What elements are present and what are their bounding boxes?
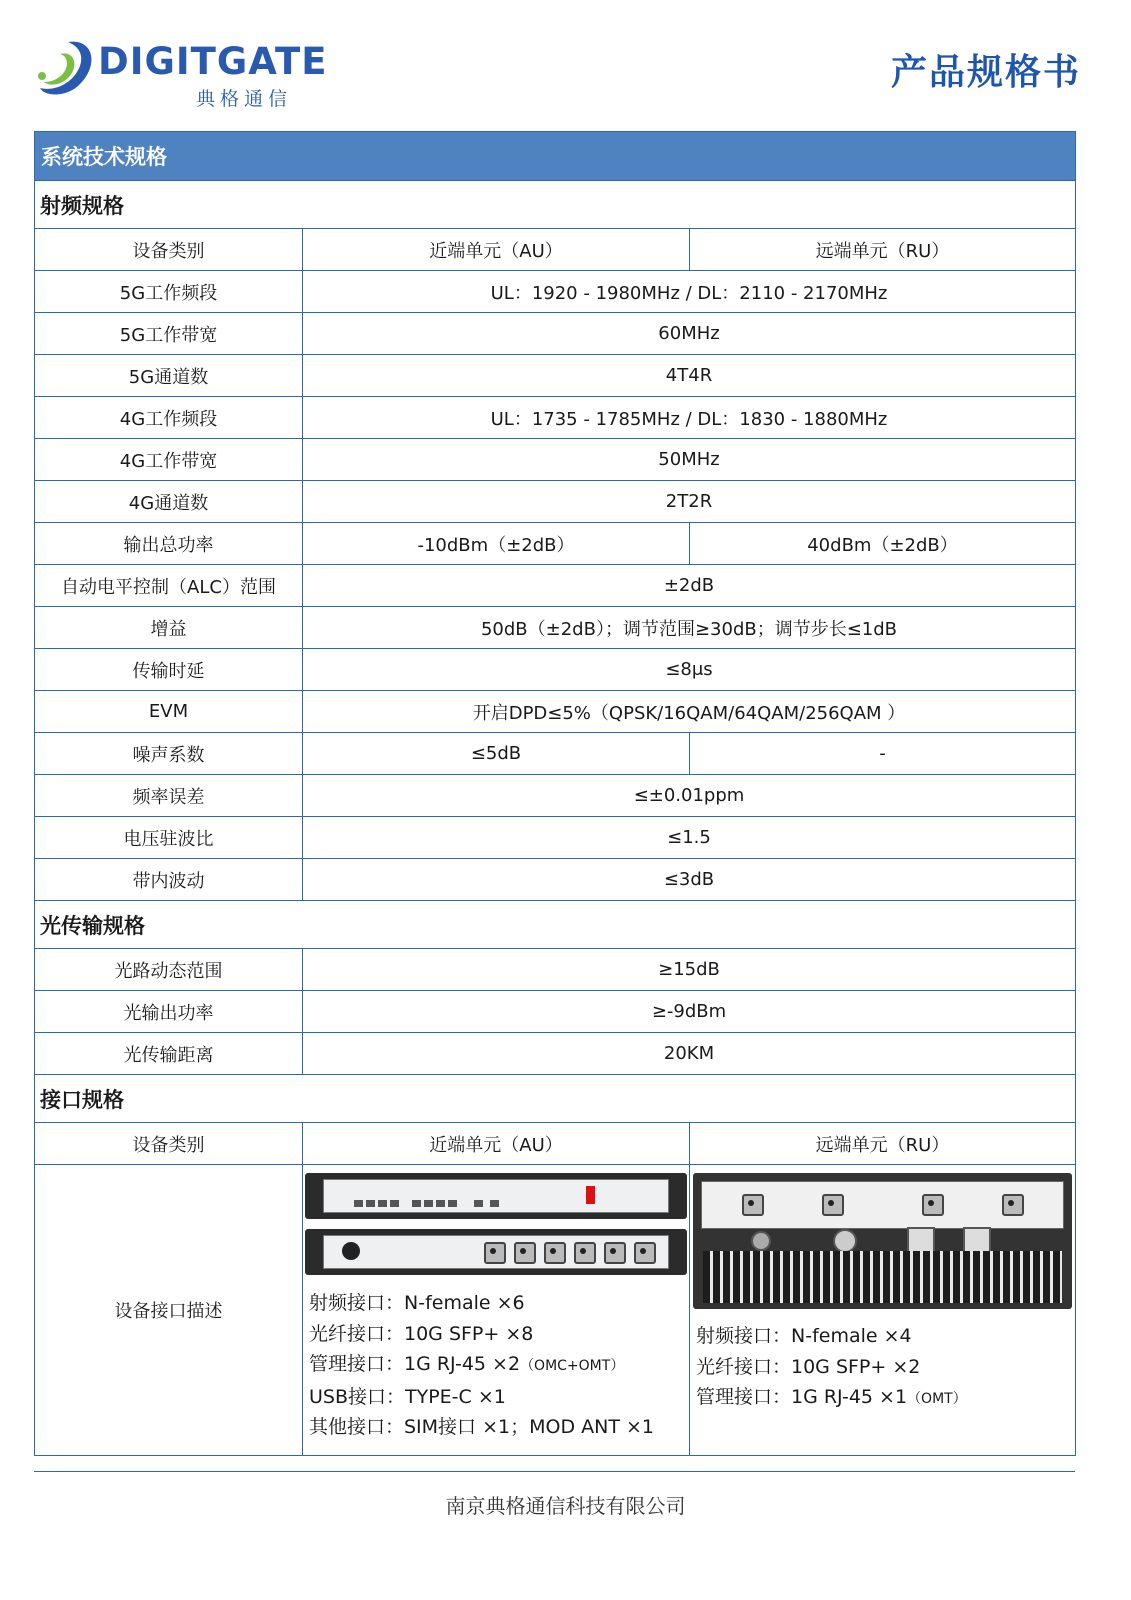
page-header [0,0,1131,130]
company-footer: 南京典格通信科技有限公司 [445,1494,686,1518]
row-value: 50dB（±2dB）；调节范围≥30dB；调节步长≤1dB [303,607,1076,649]
row-label: 光传输距离 [35,1033,303,1075]
row-value: 开启DPD≤5%（QPSK/16QAM/64QAM/256QAM ） [303,691,1076,733]
table-row [35,607,1076,649]
section-rf [35,181,1076,229]
row-value: ≤1.5 [303,817,1076,859]
ru-interface-cell [690,1165,1076,1456]
row-label: 5G通道数 [35,355,303,397]
interface-text: USB接口：TYPE-C ×1 [309,1385,506,1408]
row-value: ≥-9dBm [303,991,1076,1033]
table-row [35,775,1076,817]
row-label: 光路动态范围 [35,949,303,991]
document-title: 产品规格书 [890,51,1081,93]
row-label: 输出总功率 [35,523,303,565]
section-title: 光传输规格 [35,901,1076,949]
row-label: 4G工作带宽 [35,439,303,481]
row-label: 设备接口描述 [35,1165,303,1456]
interface-note: （OMT） [907,1391,967,1407]
row-label: 电压驻波比 [35,817,303,859]
row-value-au: -10dBm（±2dB） [303,523,690,565]
table-header-row [35,1123,1076,1165]
interface-item [696,1352,1075,1383]
interface-text: 射频接口：N-female ×6 [309,1292,525,1314]
table-row [35,439,1076,481]
row-value: ≤3dB [303,859,1076,901]
section-optical [35,901,1076,949]
row-value: UL：1920 - 1980MHz / DL：2110 - 2170MHz [303,271,1076,313]
row-label: 增益 [35,607,303,649]
row-value: ±2dB [303,565,1076,607]
table-row [35,565,1076,607]
interface-row [35,1165,1076,1456]
company-logo [34,36,334,110]
logo-swoosh-icon [34,36,104,102]
table-row [35,271,1076,313]
row-value: 2T2R [303,481,1076,523]
header-cell: 近端单元（AU） [303,229,690,271]
header-cell: 远端单元（RU） [690,1123,1076,1165]
row-label: 4G工作频段 [35,397,303,439]
interface-item [309,1349,689,1382]
row-value: UL：1735 - 1785MHz / DL：1830 - 1880MHz [303,397,1076,439]
interface-item [309,1382,689,1413]
table-row [35,949,1076,991]
table-row [35,481,1076,523]
interface-note: （OMC+OMT） [520,1358,625,1374]
table-row [35,1033,1076,1075]
interface-text: 光纤接口：10G SFP+ ×2 [696,1355,921,1378]
row-label: 4G通道数 [35,481,303,523]
header-cell: 设备类别 [35,1123,303,1165]
row-label: 带内波动 [35,859,303,901]
table-row [35,817,1076,859]
interface-text: 其他接口：SIM接口 ×1；MOD ANT ×1 [309,1416,654,1438]
table-row [35,397,1076,439]
row-label: 自动电平控制（ALC）范围 [35,565,303,607]
row-value: ≤±0.01ppm [303,775,1076,817]
header-cell: 设备类别 [35,229,303,271]
interface-item [309,1412,689,1443]
table-row [35,859,1076,901]
row-value: ≥15dB [303,949,1076,991]
table-row [35,991,1076,1033]
au-front-panel [305,1173,687,1219]
interface-text: 管理接口：1G RJ-45 ×2 [309,1353,521,1375]
row-label: 5G工作频段 [35,271,303,313]
table-row [35,313,1076,355]
ru-device-image [693,1173,1072,1309]
row-label: 光输出功率 [35,991,303,1033]
au-interface-cell [303,1165,690,1456]
interface-item [696,1321,1075,1352]
table-row [35,523,1076,565]
interface-item [309,1319,689,1350]
logo-wordmark: DIGITGATE [98,40,328,83]
table-row [35,649,1076,691]
table-row [35,691,1076,733]
banner-title: 系统技术规格 [35,132,1076,181]
row-label: EVM [35,691,303,733]
ru-interface-list [690,1309,1075,1415]
row-value: 4T4R [303,355,1076,397]
interface-item [309,1288,689,1319]
table-row [35,355,1076,397]
row-label: 频率误差 [35,775,303,817]
interface-text: 射频接口：N-female ×4 [696,1325,912,1347]
table-banner [35,132,1076,181]
au-device-image [305,1173,687,1275]
row-value: 20KM [303,1033,1076,1075]
section-title: 射频规格 [35,181,1076,229]
interface-text: 光纤接口：10G SFP+ ×8 [309,1322,534,1345]
au-interface-list [303,1285,689,1443]
footer-divider [34,1471,1075,1472]
header-cell: 远端单元（RU） [690,229,1076,271]
logo-subtitle: 典格通信 [196,88,293,110]
interface-text: 管理接口：1G RJ-45 ×1 [696,1386,908,1408]
table-header-row [35,229,1076,271]
row-label: 噪声系数 [35,733,303,775]
section-title: 接口规格 [35,1075,1076,1123]
au-rear-panel [305,1229,687,1275]
row-value-au: ≤5dB [303,733,690,775]
row-value: ≤8μs [303,649,1076,691]
spec-table [34,131,1076,1456]
row-value: 50MHz [303,439,1076,481]
row-label: 传输时延 [35,649,303,691]
row-value-ru: - [690,733,1076,775]
row-label: 5G工作带宽 [35,313,303,355]
section-interface [35,1075,1076,1123]
row-value: 60MHz [303,313,1076,355]
header-cell: 近端单元（AU） [303,1123,690,1165]
interface-item [696,1382,1075,1415]
row-value-ru: 40dBm（±2dB） [690,523,1076,565]
table-row [35,733,1076,775]
